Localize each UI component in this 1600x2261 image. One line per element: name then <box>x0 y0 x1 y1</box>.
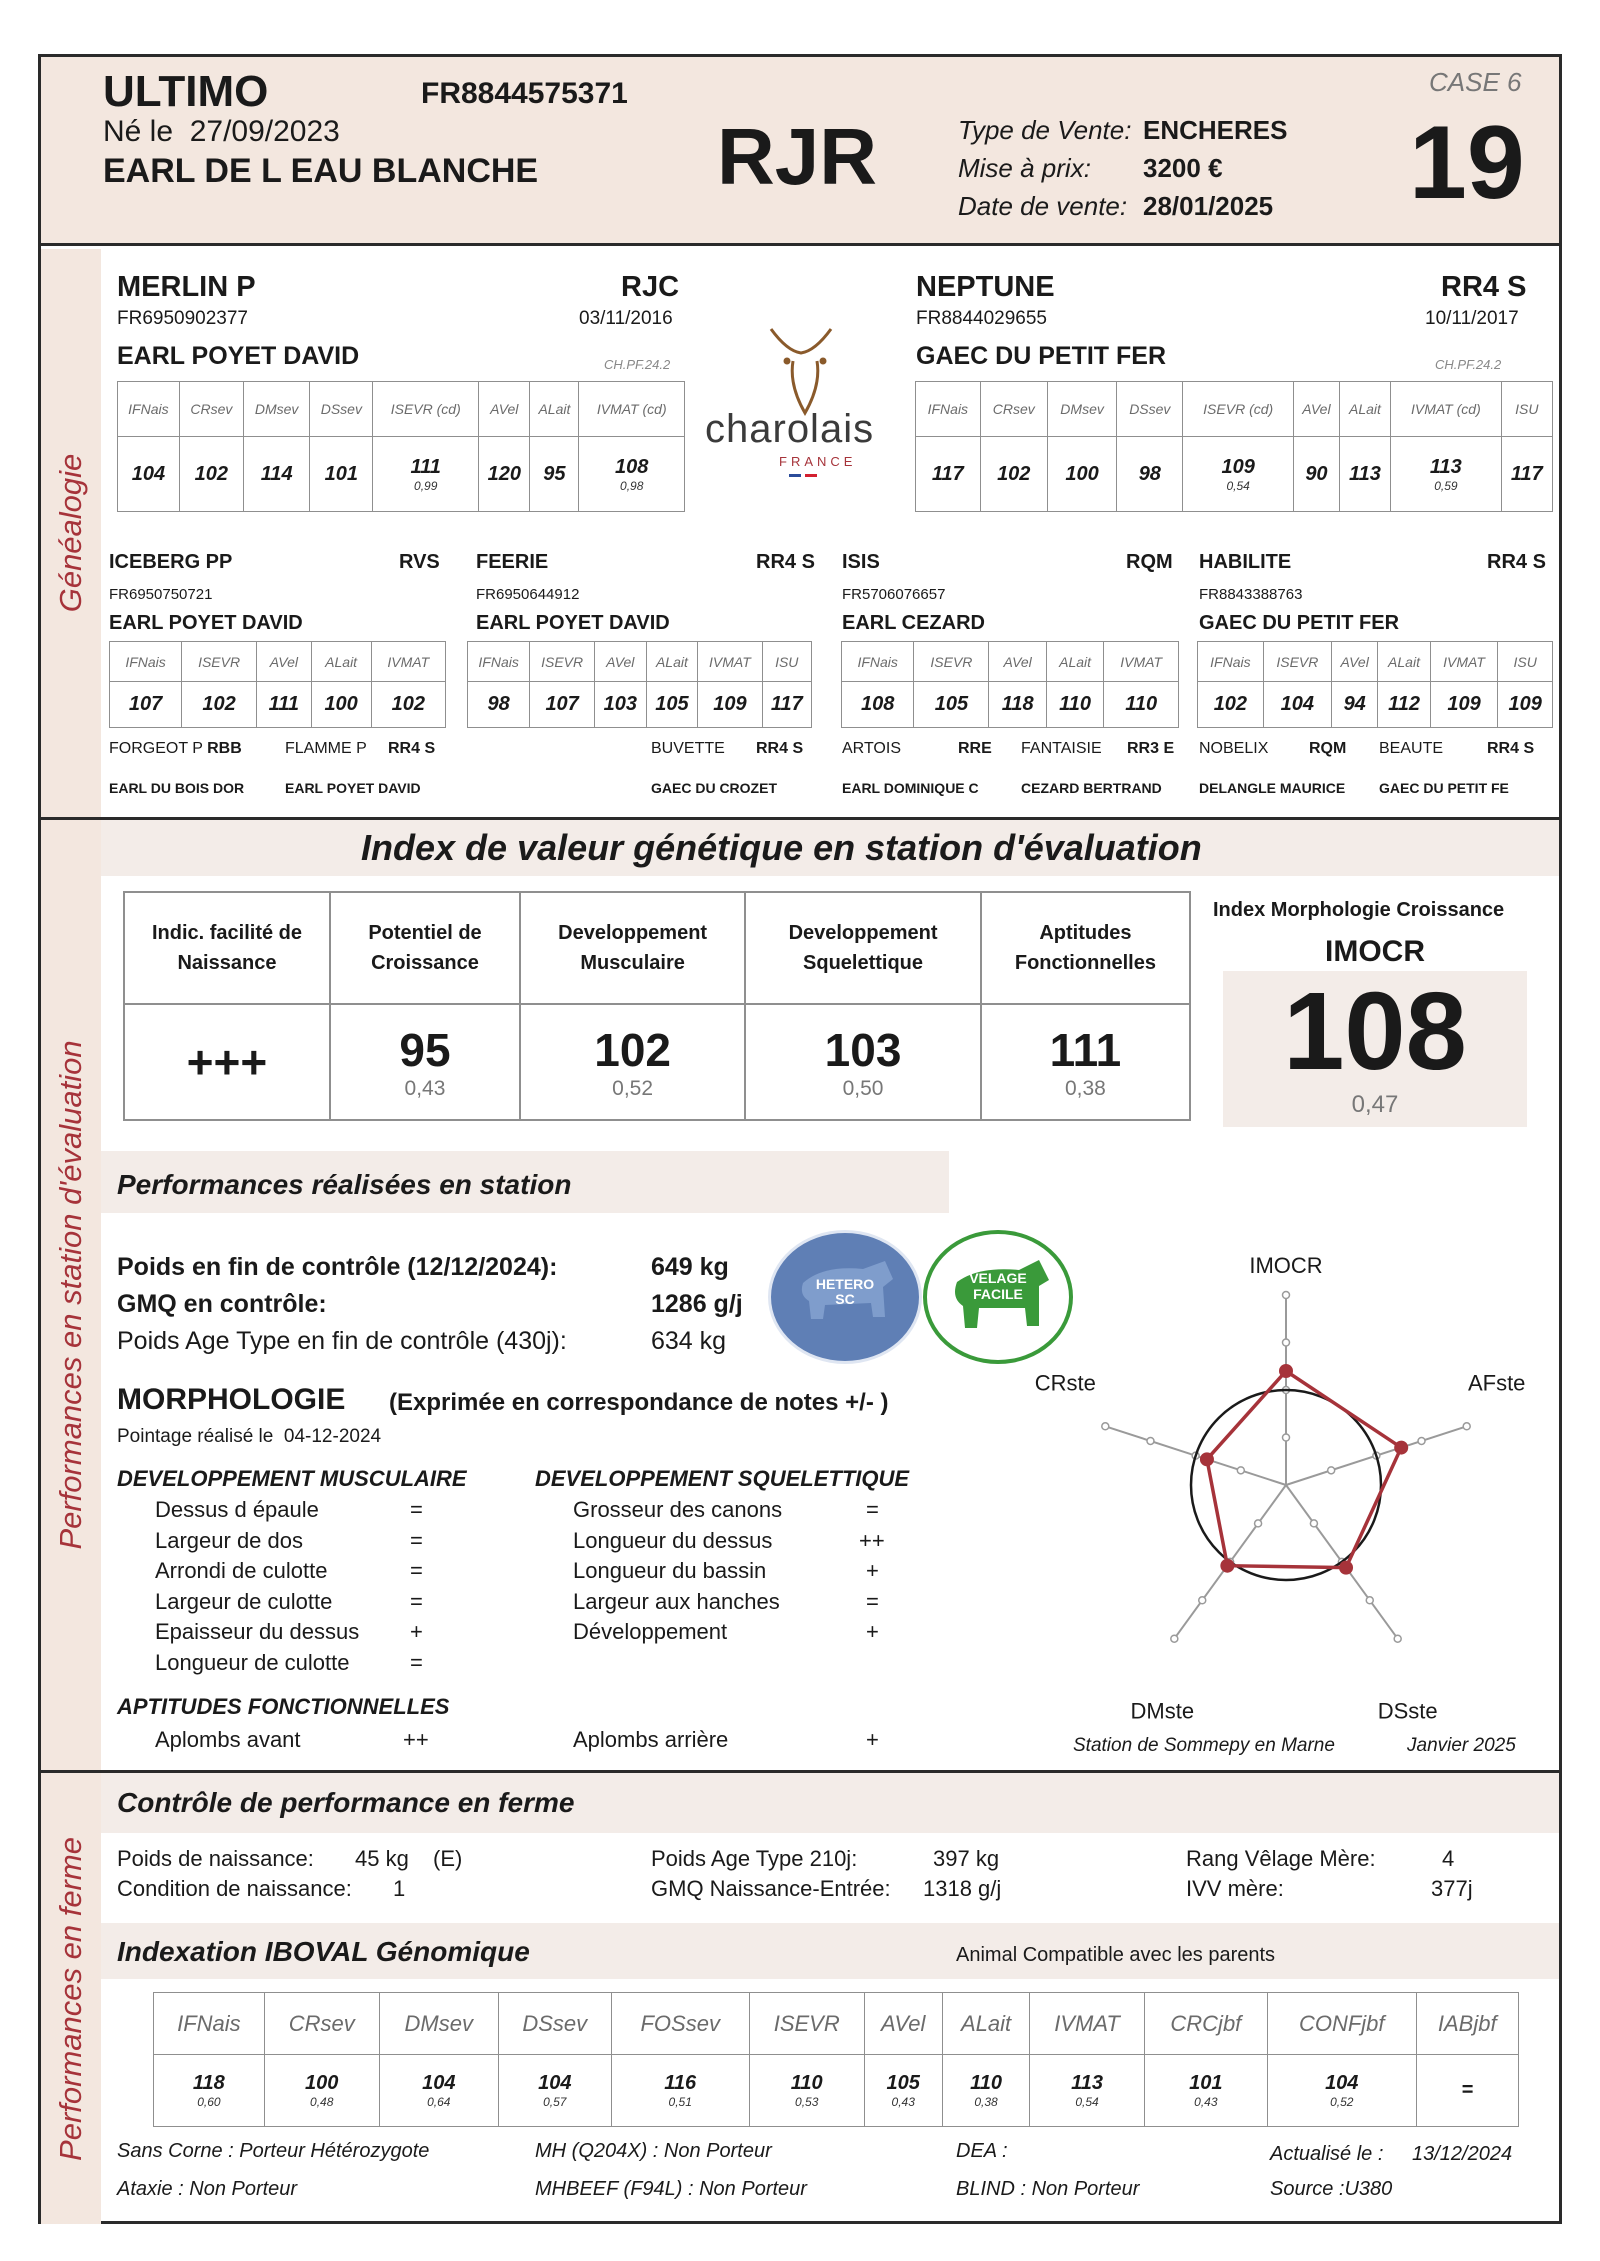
ferme-value: 4 <box>1442 1846 1455 1871</box>
gp-code: RVS <box>399 551 440 573</box>
morpho-note: ++ <box>403 1727 429 1752</box>
index-value: 102 <box>179 437 243 512</box>
index-header: IVMAT (cd) <box>1391 382 1501 437</box>
ggp-owner: EARL DOMINIQUE C <box>842 780 979 796</box>
birth-line: Né le 27/09/2023 <box>103 115 340 148</box>
case: CASE 6 <box>1429 67 1522 97</box>
radar-tick <box>1418 1437 1425 1444</box>
radar-point <box>1339 1561 1353 1575</box>
index-header: CONFjbf <box>1268 1993 1416 2055</box>
dam-ch: CH.PF.24.2 <box>1435 357 1502 372</box>
morpho-note: = <box>866 1497 879 1522</box>
morpho-item: Longueur du dessus <box>573 1528 773 1553</box>
ggp-owner: GAEC DU CROZET <box>651 780 777 796</box>
index-value: 120 <box>479 437 530 512</box>
index-header: IFNais <box>916 382 981 437</box>
station-index-value: 95 0,43 <box>330 1004 520 1120</box>
radar-point <box>1200 1452 1214 1466</box>
perf-title: Performances réalisées en station <box>117 1169 572 1200</box>
index-header: IFNais <box>468 642 530 682</box>
ferme-value: 1 <box>393 1876 406 1901</box>
morpho-item: Largeur aux hanches <box>573 1589 780 1614</box>
index-value: 100 <box>1047 437 1117 512</box>
ferme-value: 1318 g/j <box>923 1876 1002 1901</box>
index-header: ISU <box>762 642 811 682</box>
index-header: AVel <box>1331 642 1377 682</box>
index-value: = <box>1416 2055 1519 2127</box>
index-value: 108 <box>842 682 914 728</box>
index-value: 118 <box>989 682 1046 728</box>
index-value: 110 0,53 <box>749 2055 864 2127</box>
index-header: IVMAT (cd) <box>579 382 685 437</box>
index-header: IFNais <box>154 1993 265 2055</box>
station-index-table <box>123 891 1191 1121</box>
index-value: 110 0,38 <box>942 2055 1030 2127</box>
radar-tick <box>1255 1520 1262 1527</box>
sale-type-label: Type de Vente: <box>958 115 1132 145</box>
imocr-label: Index Morphologie Croissance <box>1213 899 1505 921</box>
index-value: 102 <box>371 682 445 728</box>
index-header: IFNais <box>118 382 180 437</box>
gp-name: FEERIE <box>476 551 549 573</box>
station-index-value: +++ <box>124 1004 330 1120</box>
sidebar-ferme <box>41 1773 101 2224</box>
index-header: ALait <box>1046 642 1103 682</box>
station-index-header: Developpement Musculaire <box>520 892 745 1004</box>
radar-tick <box>1283 1339 1290 1346</box>
index-value: 102 <box>182 682 257 728</box>
radar-axis-label: AFste <box>1467 1370 1526 1396</box>
charolais-logo <box>701 307 911 527</box>
station-index-header: Aptitudes Fonctionnelles <box>981 892 1190 1004</box>
radar-axis-label: CRste <box>1034 1370 1096 1396</box>
index-header: DMsev <box>379 1993 498 2055</box>
index-header: AVel <box>257 642 312 682</box>
index-value: 100 0,48 <box>264 2055 379 2127</box>
morpho-item: Aplombs avant <box>155 1727 301 1752</box>
sheet <box>38 54 1562 2224</box>
index-value: 104 0,57 <box>498 2055 611 2127</box>
chart-station: Station de Sommepy en Marne <box>1073 1735 1335 1756</box>
index-value: 117 <box>916 437 981 512</box>
morpho-note: = <box>410 1650 423 1675</box>
index-header: IVMAT <box>371 642 445 682</box>
index-header: ISEVR <box>1263 642 1331 682</box>
gp-id: FR8843388763 <box>1199 586 1303 603</box>
index-header: DMsev <box>243 382 309 437</box>
index-value: 98 <box>468 682 530 728</box>
ggp-name: BEAUTE <box>1379 740 1444 757</box>
index-value: 94 <box>1331 682 1377 728</box>
gp-index-table <box>1197 641 1553 728</box>
breed-code: RJR <box>717 112 878 201</box>
morpho-note: = <box>866 1589 879 1614</box>
morpho-subtitle: (Exprimée en correspondance de notes +/- ) <box>389 1389 889 1416</box>
index-header: ISU <box>1498 642 1553 682</box>
ferme-label: GMQ Naissance-Entrée: <box>651 1876 891 1901</box>
index-header: DMsev <box>1047 382 1117 437</box>
index-header: ALait <box>1339 382 1390 437</box>
radar-axis-label: DSste <box>1377 1698 1438 1724</box>
footer-blind: BLIND : Non Porteur <box>956 2178 1140 2200</box>
morpho-item: Epaisseur du dessus <box>155 1619 360 1644</box>
index-value: 98 <box>1117 437 1183 512</box>
imocr-value: 108 <box>1283 970 1467 1093</box>
chart-period: Janvier 2025 <box>1407 1735 1516 1756</box>
morpho-item: Développement <box>573 1619 728 1644</box>
price: 3200 € <box>1143 153 1223 183</box>
ggp-owner: EARL DU BOIS DOR <box>109 780 245 796</box>
skel-title: DEVELOPPEMENT SQUELETTIQUE <box>535 1466 910 1491</box>
radar-point <box>1394 1441 1408 1455</box>
date-label: Date de vente: <box>958 191 1128 221</box>
dam-id: FR8844029655 <box>916 308 1047 329</box>
logo-text: charolais <box>705 407 875 451</box>
morpho-date: Pointage réalisé le 04-12-2024 <box>117 1426 382 1447</box>
index-value: 104 <box>1263 682 1331 728</box>
section-label-ferme: Performances en ferme <box>53 1836 88 2161</box>
ggp-code: RR4 S <box>756 740 804 757</box>
index-header: CRCjbf <box>1144 1993 1267 2055</box>
sale-type: ENCHERES <box>1143 115 1288 145</box>
ggp-owner: DELANGLE MAURICE <box>1199 780 1346 796</box>
index-header: CRsev <box>179 382 243 437</box>
ggp-name: FANTAISIE <box>1021 740 1102 757</box>
index-header: DSsev <box>498 1993 611 2055</box>
index-header: IVMAT <box>1430 642 1498 682</box>
footer-actualise-label: Actualisé le : <box>1270 2143 1384 2165</box>
morpho-item: Arrondi de culotte <box>155 1558 328 1583</box>
station-index-header: Potentiel de Croissance <box>330 892 520 1004</box>
index-header: ALait <box>646 642 698 682</box>
morpho-title: MORPHOLOGIE <box>117 1383 346 1416</box>
ferme-title: Contrôle de performance en ferme <box>117 1787 575 1818</box>
gp-owner: EARL POYET DAVID <box>109 612 303 634</box>
ggp-owner: EARL POYET DAVID <box>285 780 421 796</box>
index-value: 100 <box>311 682 371 728</box>
index-header: ALait <box>942 1993 1030 2055</box>
gp-index-table <box>841 641 1179 728</box>
lot-number: 19 <box>1409 105 1525 221</box>
dam-owner: GAEC DU PETIT FER <box>916 342 1167 370</box>
index-header: IFNais <box>110 642 182 682</box>
index-value: 109 0,54 <box>1183 437 1294 512</box>
radar-point <box>1279 1364 1293 1378</box>
footer-source: Source :U380 <box>1270 2178 1393 2200</box>
index-header: AVel <box>479 382 530 437</box>
index-value: 117 <box>1501 437 1552 512</box>
imocr-code: IMOCR <box>1325 935 1425 968</box>
index-value: 90 <box>1294 437 1340 512</box>
ggp-code: RR4 S <box>1487 740 1535 757</box>
animal-id: FR8844575371 <box>421 77 628 110</box>
index-header: IVMAT <box>698 642 762 682</box>
radar-tick <box>1147 1437 1154 1444</box>
index-value: 114 <box>243 437 309 512</box>
bull-head-icon <box>701 307 911 417</box>
animal-name: ULTIMO <box>103 67 269 116</box>
index-value: 105 <box>914 682 989 728</box>
index-header: ISEVR <box>182 642 257 682</box>
index-header: ISEVR <box>749 1993 864 2055</box>
index-header: CRsev <box>980 382 1047 437</box>
perf-value: 1286 g/j <box>651 1290 743 1318</box>
station-index-value: 111 0,38 <box>981 1004 1190 1120</box>
ferme-value: 397 kg <box>933 1846 1000 1871</box>
morpho-note: + <box>866 1619 879 1644</box>
ferme-label: Poids Age Type 210j: <box>651 1846 858 1871</box>
radar-tick <box>1310 1520 1317 1527</box>
index-header: AVel <box>594 642 646 682</box>
perf-label: Poids en fin de contrôle (12/12/2024): <box>117 1253 558 1281</box>
gp-id: FR6950644912 <box>476 586 580 603</box>
section-label-genealogie: Généalogie <box>53 453 88 613</box>
footer-ataxie: Ataxie : Non Porteur <box>117 2178 298 2200</box>
footer-dea: DEA : <box>956 2140 1008 2162</box>
index-header: IFNais <box>1198 642 1264 682</box>
index-header: ALait <box>1378 642 1430 682</box>
index-value: 112 <box>1378 682 1430 728</box>
index-value: 105 <box>646 682 698 728</box>
flag-blue <box>789 474 801 477</box>
index-value: 118 0,60 <box>154 2055 265 2127</box>
perf-label: GMQ en contrôle: <box>117 1290 327 1318</box>
index-header: IVMAT <box>1104 642 1179 682</box>
index-header: ISEVR (cd) <box>373 382 479 437</box>
gp-index-table <box>467 641 812 728</box>
radar-tick <box>1366 1597 1373 1604</box>
logo-sub: FRANCE <box>779 454 857 469</box>
index-value: 109 <box>698 682 762 728</box>
index-value: 111 0,99 <box>373 437 479 512</box>
station-index-header: Indic. facilité de Naissance <box>124 892 330 1004</box>
sire-index-table <box>117 381 685 512</box>
ferme-value: 45 kg <box>355 1846 409 1871</box>
apt-title: APTITUDES FONCTIONNELLES <box>117 1694 450 1719</box>
index-header: ISEVR <box>530 642 595 682</box>
dam-index-table <box>915 381 1553 512</box>
morpho-note: = <box>410 1589 423 1614</box>
perf-label: Poids Age Type en fin de contrôle (430j): <box>117 1327 567 1355</box>
gp-name: HABILITE <box>1199 551 1292 573</box>
ferme-value: 377j <box>1431 1876 1473 1901</box>
sire-owner: EARL POYET DAVID <box>117 342 360 370</box>
index-value: 117 <box>762 682 811 728</box>
sale-date: 28/01/2025 <box>1143 191 1274 221</box>
index-value: 107 <box>530 682 595 728</box>
dam-date: 10/11/2017 <box>1425 308 1519 329</box>
station-index-value: 102 0,52 <box>520 1004 745 1120</box>
gp-id: FR6950750721 <box>109 586 213 603</box>
sidebar-station <box>41 820 101 1770</box>
index-value: 103 <box>594 682 646 728</box>
footer-mhbeef: MHBEEF (F94L) : Non Porteur <box>535 2178 807 2200</box>
morpho-note: + <box>410 1619 423 1644</box>
index-header: FOSsev <box>611 1993 749 2055</box>
radar-tick <box>1283 1292 1290 1299</box>
hetero-sc-badge <box>768 1230 922 1364</box>
gp-owner: GAEC DU PETIT FER <box>1199 612 1400 634</box>
index-value: 102 <box>980 437 1047 512</box>
gp-id: FR5706076657 <box>842 586 946 603</box>
index-value: 108 0,98 <box>579 437 685 512</box>
ggp-name: NOBELIX <box>1199 740 1269 757</box>
index-value: 110 <box>1104 682 1179 728</box>
radar-tick <box>1394 1635 1401 1642</box>
ferme-extra: (E) <box>433 1846 463 1871</box>
index-value: 113 0,54 <box>1030 2055 1144 2127</box>
imocr-cd: 0,47 <box>1351 1091 1399 1118</box>
morpho-item: Dessus d épaule <box>155 1497 319 1522</box>
velage-facile-text: VELAGE FACILE <box>969 1270 1027 1303</box>
morpho-item: Largeur de culotte <box>155 1589 333 1614</box>
sidebar-genealogie <box>41 249 101 817</box>
flag-red <box>805 474 817 477</box>
index-value: 101 <box>310 437 373 512</box>
sire-id: FR6950902377 <box>117 308 248 329</box>
morpho-note: = <box>410 1558 423 1583</box>
dam-code: RR4 S <box>1441 271 1527 303</box>
index-value: 116 0,51 <box>611 2055 749 2127</box>
ferme-label: Rang Vêlage Mère: <box>1186 1846 1376 1871</box>
index-header: DSsev <box>310 382 373 437</box>
gp-name: ISIS <box>842 551 880 573</box>
ggp-name: FORGEOT P RBB <box>109 740 242 757</box>
index-value: 109 <box>1498 682 1553 728</box>
morpho-item: Aplombs arrière <box>573 1727 729 1752</box>
footer-sans-corne: Sans Corne : Porteur Hétérozygote <box>117 2140 430 2162</box>
perf-value: 649 kg <box>651 1253 729 1281</box>
index-value: 104 <box>118 437 180 512</box>
sire-name: MERLIN P <box>117 271 256 303</box>
index-value: 104 0,64 <box>379 2055 498 2127</box>
morpho-note: + <box>866 1558 879 1583</box>
sire-date: 03/11/2016 <box>579 308 673 329</box>
muscle-title: DEVELOPPEMENT MUSCULAIRE <box>117 1466 467 1491</box>
station-index-header: Developpement Squelettique <box>745 892 981 1004</box>
ggp-code: RRE <box>958 740 992 757</box>
radar-point <box>1220 1559 1234 1573</box>
morpho-note: = <box>410 1497 423 1522</box>
index-value: 102 <box>1198 682 1264 728</box>
radar-axis-label: IMOCR <box>1249 1253 1323 1278</box>
gp-code: RQM <box>1126 551 1173 573</box>
index-value: 101 0,43 <box>1144 2055 1267 2127</box>
ggp-name: FLAMME P <box>285 740 367 757</box>
imocr-box <box>1223 971 1527 1127</box>
hetero-sc-text: HETERO SC <box>815 1276 875 1308</box>
ggp-owner: CEZARD BERTRAND <box>1021 780 1162 796</box>
morpho-note: ++ <box>859 1528 885 1553</box>
ggp-name: BUVETTE <box>651 740 725 757</box>
index-header: ALait <box>530 382 579 437</box>
sire-code: RJC <box>621 271 680 303</box>
owner: EARL DE L EAU BLANCHE <box>103 152 539 190</box>
index-header: DSsev <box>1117 382 1183 437</box>
station-index-value: 103 0,50 <box>745 1004 981 1120</box>
morpho-item: Largeur de dos <box>155 1528 303 1553</box>
radar-tick <box>1199 1597 1206 1604</box>
gp-name: ICEBERG PP <box>109 551 233 573</box>
price-label: Mise à prix: <box>958 153 1091 183</box>
radar-tick <box>1102 1423 1109 1430</box>
index-value: 110 <box>1046 682 1103 728</box>
gp-code: RR4 S <box>756 551 815 573</box>
ggp-code: RR3 E <box>1127 740 1175 757</box>
ggp-code: RQM <box>1309 740 1347 757</box>
ferme-label: Poids de naissance: <box>117 1846 314 1871</box>
index-value: 107 <box>110 682 182 728</box>
gp-owner: EARL CEZARD <box>842 612 985 634</box>
index-value: 111 <box>257 682 312 728</box>
gp-owner: EARL POYET DAVID <box>476 612 670 634</box>
station-title: Index de valeur génétique en station d'évaluation <box>361 827 1202 868</box>
header <box>41 57 1559 246</box>
index-value: 113 <box>1339 437 1390 512</box>
ggp-name: ARTOIS <box>842 740 901 757</box>
index-header: ISEVR (cd) <box>1183 382 1294 437</box>
morpho-item: Longueur du bassin <box>573 1558 767 1583</box>
iboval-table <box>153 1992 1519 2127</box>
radar-tick <box>1463 1423 1470 1430</box>
morpho-item: Grosseur des canons <box>573 1497 783 1522</box>
index-value: 109 <box>1430 682 1498 728</box>
radar-tick <box>1283 1434 1290 1441</box>
gp-code: RR4 S <box>1487 551 1546 573</box>
radar-tick <box>1328 1467 1335 1474</box>
iboval-compat: Animal Compatible avec les parents <box>956 1944 1276 1966</box>
perf-value: 634 kg <box>651 1327 727 1355</box>
morpho-note: + <box>866 1727 879 1752</box>
index-header: IVMAT <box>1030 1993 1144 2055</box>
index-value: 95 <box>530 437 579 512</box>
index-header: AVel <box>1294 382 1340 437</box>
section-label-station: Performances en station d'évaluation <box>53 1040 88 1550</box>
index-header: AVel <box>864 1993 942 2055</box>
index-header: ALait <box>311 642 371 682</box>
index-header: AVel <box>989 642 1046 682</box>
morpho-note: = <box>410 1528 423 1553</box>
ggp-owner: GAEC DU PETIT FE <box>1379 780 1509 796</box>
index-header: ISU <box>1501 382 1552 437</box>
index-header: IABjbf <box>1416 1993 1519 2055</box>
index-header: CRsev <box>264 1993 379 2055</box>
radar-tick <box>1237 1467 1244 1474</box>
ferme-label: Condition de naissance: <box>117 1876 352 1901</box>
iboval-title: Indexation IBOVAL Génomique <box>117 1936 530 1967</box>
dam-name: NEPTUNE <box>916 271 1055 303</box>
index-header: IFNais <box>842 642 914 682</box>
footer-actualise: 13/12/2024 <box>1412 2143 1513 2165</box>
index-value: 104 0,52 <box>1268 2055 1416 2127</box>
morpho-item: Longueur de culotte <box>155 1650 350 1675</box>
ggp-code: RR4 S <box>388 740 436 757</box>
gp-index-table <box>109 641 446 728</box>
index-header: ISEVR <box>914 642 989 682</box>
radar-axis-label: DMste <box>1130 1698 1195 1724</box>
footer-mh: MH (Q204X) : Non Porteur <box>535 2140 772 2162</box>
radar-tick <box>1171 1635 1178 1642</box>
sire-ch: CH.PF.24.2 <box>604 357 671 372</box>
radar-chart <box>1031 1253 1551 1724</box>
ferme-label: IVV mère: <box>1186 1876 1284 1901</box>
index-value: 113 0,59 <box>1391 437 1501 512</box>
index-value: 105 0,43 <box>864 2055 942 2127</box>
